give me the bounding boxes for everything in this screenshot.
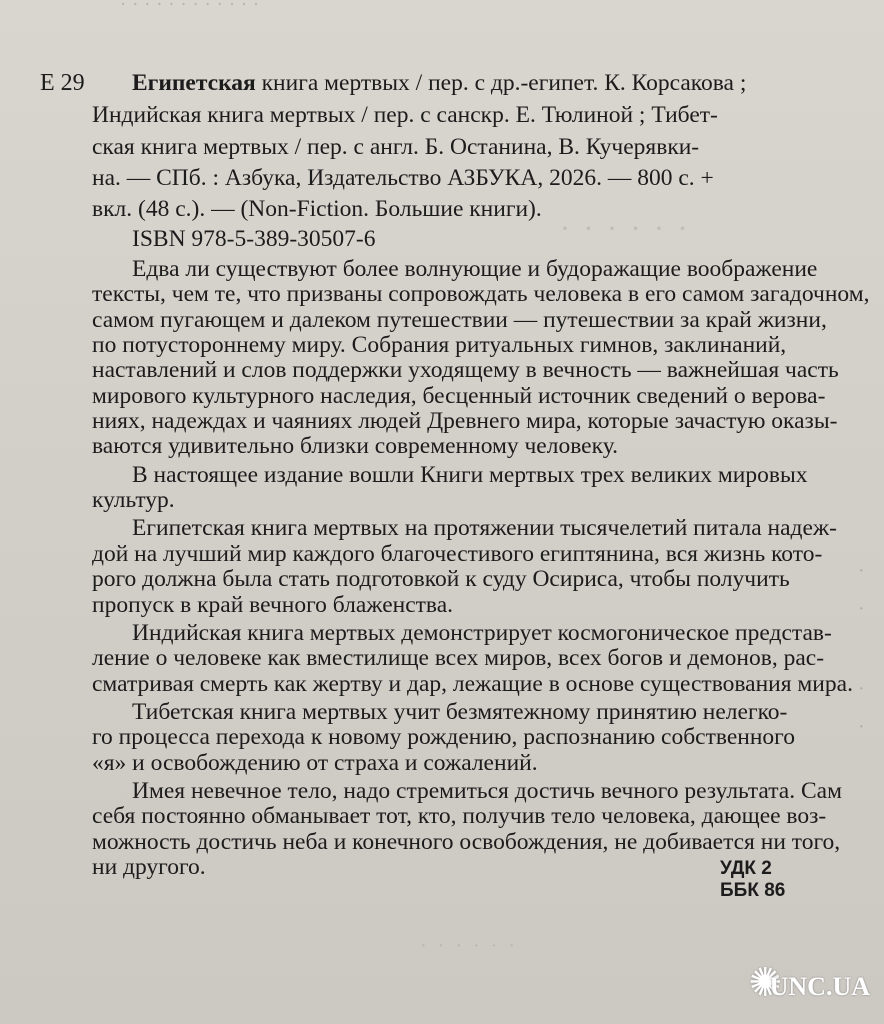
bleed-through-text: · <box>858 678 865 700</box>
bib-line-2: Индийская книга мертвых / пер. с санскр. Е. Тюлиной ; Тибет- <box>92 102 718 128</box>
annotation-line: по потустороннему миру. Собрания ритуальных гимнов, заклинаний, <box>92 332 787 358</box>
annotation-line: ваются удивительно близки современному человеку. <box>92 433 618 459</box>
annotation-line: го процесса перехода к новому рождению, распознанию собственного <box>92 724 795 750</box>
annotation-line: ление о человеке как вместилище всех миров, всех богов и демонов, рас- <box>92 645 825 671</box>
sun-icon: ✺ <box>748 960 782 1005</box>
annotation-line: Индийская книга мертвых демонстрирует космогоническое представ- <box>132 620 832 646</box>
annotation-line: себя постоянно обманывает тот, кто, получив тело человека, дающее воз- <box>92 803 827 829</box>
bleed-through-text: · · · · · · <box>560 212 691 245</box>
annotation-line: мирового культурного наследия, бесценный источник сведений о верова- <box>92 383 826 409</box>
bib-title-bold: Египетская <box>132 70 256 96</box>
annotation-line: Египетская книга мертвых на протяжении тысячелетий питала надеж- <box>132 515 837 541</box>
bleed-through-text: · <box>858 560 865 582</box>
bib-line-5: вкл. (48 с.). — (Non-Fiction. Большие книги). <box>92 196 542 222</box>
annotation-line: В настоящее издание вошли Книги мертвых трех великих мировых <box>132 462 808 488</box>
annotation-line: Тибетская книга мертвых учит безмятежному принятию нелегко- <box>132 699 788 725</box>
bleed-through-text: · <box>858 716 865 738</box>
annotation-line: тексты, чем те, что призваны сопровождать человека в его самом загадочном, <box>92 281 870 307</box>
annotation-line: наставлений и слов поддержки уходящему в вечность — важнейшая часть <box>92 357 839 383</box>
bib-line-4: на. — СПб. : Азбука, Издательство АЗБУКА, 2026. — 800 с. + <box>92 165 714 191</box>
catalog-code: Е 29 <box>40 70 85 96</box>
bib-line-1 <box>132 72 746 96</box>
annotation-line: самом пугающем и далеком путешествии — путешествии за край жизни, <box>92 307 827 333</box>
watermark: UNC.UA <box>769 972 870 1001</box>
annotation-line: дой на лучший мир каждого благочестивого египтянина, вся жизнь кото- <box>92 541 823 567</box>
bleed-through-text: · · · · · · · · · · · · <box>120 0 260 15</box>
annotation-line: пропуск в край вечного блаженства. <box>92 592 454 618</box>
annotation-line: можность достичь неба и конечного освобождения, не добивается ни того, <box>92 829 841 855</box>
annotation-line: культур. <box>92 487 175 513</box>
isbn: ISBN 978-5-389-30507-6 <box>132 226 376 252</box>
bleed-through-text: · <box>858 598 865 620</box>
bib-line-3: ская книга мертвых / пер. с англ. Б. Останина, В. Кучерявки- <box>92 134 700 160</box>
udk-code: УДК 2 <box>720 858 772 879</box>
annotation-line: сматривая смерть как жертву и дар, лежащие в основе существования мира. <box>92 671 853 697</box>
annotation-line: ни другого. <box>92 854 206 880</box>
annotation-line: рого должна была стать подготовкой к суду Осириса, чтобы получить <box>92 566 790 592</box>
annotation-line: «я» и освобождению от страха и сожалений. <box>92 750 538 776</box>
bbk-code: ББК 86 <box>720 880 786 901</box>
annotation-line: Едва ли существуют более волнующие и будоражащие воображение <box>132 256 818 282</box>
annotation-line: Имея невечное тело, надо стремиться достичь вечного результата. Сам <box>132 778 842 804</box>
annotation-line: ниях, надеждах и чаяниях людей Древнего мира, которые зачастую оказы- <box>92 408 838 434</box>
bib-line-1-rest: книга мертвых / пер. с др.-египет. К. Корсакова ; <box>255 70 747 96</box>
bleed-through-text: · · · · · · <box>420 935 518 957</box>
